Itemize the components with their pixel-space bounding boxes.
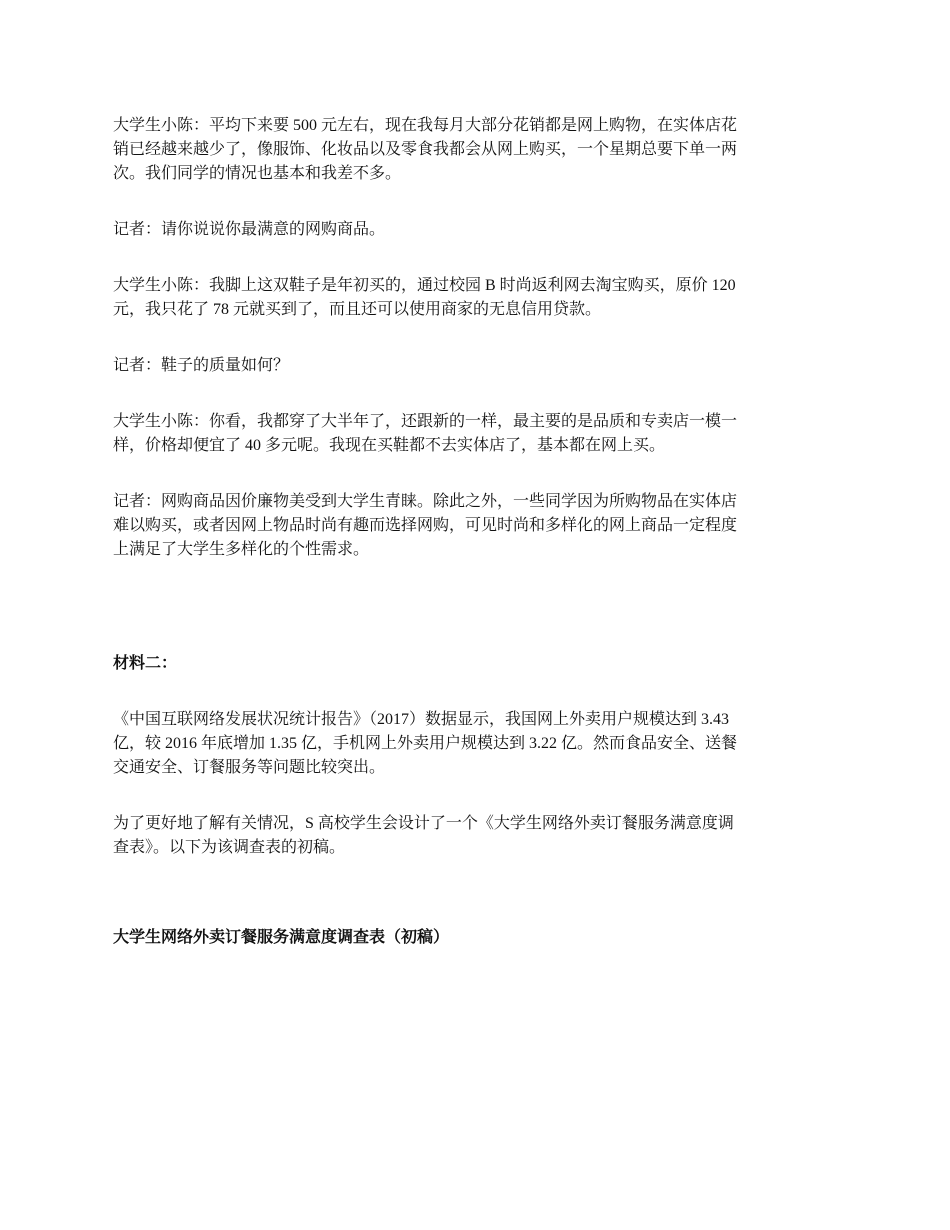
text-line: 大学生小陈：我脚上这双鞋子是年初买的，通过校园 B 时尚返利网去淘宝购买，原价 120 [113,277,736,294]
material-one-section [113,114,843,562]
text-line: 查表》。以下为该调查表的初稿。 [113,839,346,856]
text-line: 记者：请你说说你最满意的网购商品。 [113,221,386,238]
text-line: 上满足了大学生多样化的个性需求。 [113,541,370,558]
text-line: 销已经越来越少了，像服饰、化妆品以及零食我都会从网上购买，一个星期总要下单一两 [113,141,738,158]
paragraph [113,274,843,322]
text-line: 亿，较 2016 年底增加 1.35 亿，手机网上外卖用户规模达到 3.22 亿。然而食品安全、送餐 [113,735,738,752]
paragraph [113,708,843,780]
document-page [113,114,843,950]
paragraph [113,354,843,378]
text-line: 为了更好地了解有关情况，S 高校学生会设计了一个《大学生网络外卖订餐服务满意度调 [113,815,734,832]
paragraph [113,218,843,242]
paragraph [113,812,843,860]
paragraph [113,490,843,562]
text-line: 次。我们同学的情况也基本和我差不多。 [113,165,402,182]
survey-title: 大学生网络外卖订餐服务满意度调查表（初稿） [113,929,450,946]
text-line: 记者：网购商品因价廉物美受到大学生青睐。除此之外，一些同学因为所购物品在实体店 [113,493,738,510]
text-line: 大学生小陈：你看，我都穿了大半年了，还跟新的一样，最主要的是品质和专卖店一模一 [113,413,738,430]
text-line: 样，价格却便宜了 40 多元呢。我现在买鞋都不去实体店了，基本都在网上买。 [113,437,666,454]
text-line: 记者：鞋子的质量如何？ [113,357,290,374]
text-line: 交通安全、订餐服务等问题比较突出。 [113,759,386,776]
paragraph [113,114,843,186]
material-two-section [113,708,843,860]
material-two-heading: 材料二： [113,655,178,672]
text-line: 大学生小陈：平均下来要 500 元左右，现在我每月大部分花销都是网上购物，在实体店花 [113,117,738,134]
text-line: 元，我只花了 78 元就买到了，而且还可以使用商家的无息信用贷款。 [113,301,602,318]
text-line: 《中国互联网络发展状况统计报告》（2017）数据显示，我国网上外卖用户规模达到 3.43 [113,711,730,728]
paragraph [113,410,843,458]
text-line: 难以购买，或者因网上物品时尚有趣而选择网购，可见时尚和多样化的网上商品一定程度 [113,517,738,534]
